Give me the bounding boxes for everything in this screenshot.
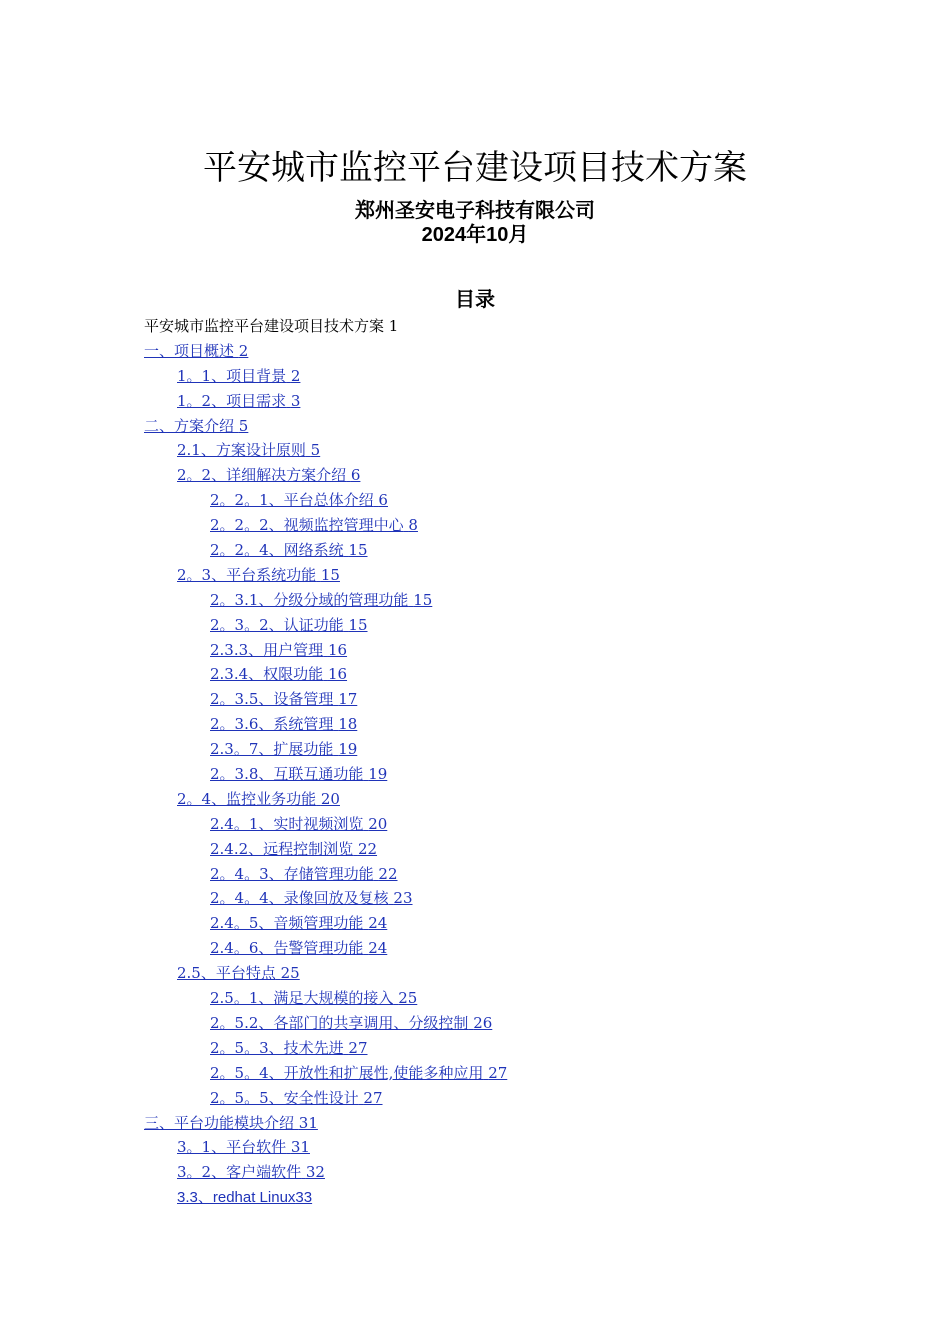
toc-entry-page-number: 24: [368, 914, 388, 933]
toc-entry-page-number: 20: [320, 789, 340, 808]
table-of-contents: [0, 314, 950, 1210]
toc-entry-title: 2。2。2、视频监控管理中心: [210, 516, 404, 535]
toc-entry-page-number: 23: [393, 889, 413, 908]
toc-entry-title: 2。2、详细解决方案介绍: [177, 466, 347, 485]
toc-entry-page-number: 1: [388, 317, 399, 335]
toc-entry-page-number: 15: [348, 541, 368, 560]
toc-link[interactable]: [0, 438, 950, 463]
toc-link[interactable]: [0, 588, 950, 613]
toc-entry-title: 2。3.8、互联互通功能: [210, 765, 364, 784]
toc-entry-page-number: 16: [327, 640, 348, 659]
toc-link[interactable]: [0, 961, 950, 986]
toc-link[interactable]: [0, 687, 950, 712]
toc-entry-title: 2.4。5、音频管理功能: [210, 914, 364, 933]
toc-link[interactable]: [0, 538, 950, 563]
toc-entry-title: 2.4。6、告警管理功能: [210, 939, 364, 958]
toc-entry-page-number: 5: [310, 441, 321, 460]
toc-entry-page-number: 18: [338, 715, 358, 734]
toc-entry-title: 2.3.3、用户管理: [210, 640, 324, 659]
toc-link[interactable]: [0, 1111, 950, 1136]
toc-entry-title: 2。5。5、安全性设计: [210, 1088, 359, 1107]
toc-entry-title: 2.4.2、远程控制浏览: [210, 839, 354, 858]
toc-item: [0, 314, 950, 339]
toc-link[interactable]: [0, 1011, 950, 1036]
toc-link[interactable]: [0, 762, 950, 787]
toc-entry-page-number: 22: [378, 864, 398, 883]
toc-entry-title: 三、平台功能模块介绍: [144, 1113, 295, 1132]
toc-entry-page-number: 31: [290, 1138, 310, 1157]
toc-entry-page-number: 5: [238, 416, 249, 435]
toc-entry-page-number: 25: [280, 964, 300, 983]
toc-link[interactable]: [0, 787, 950, 812]
toc-link[interactable]: [0, 1160, 950, 1185]
toc-entry-title: 2。4、监控业务功能: [177, 789, 317, 808]
toc-entry-page-number: 26: [473, 1013, 493, 1032]
toc-link[interactable]: [0, 837, 950, 862]
toc-link[interactable]: [0, 1086, 950, 1111]
toc-entry-page-number: 3: [290, 391, 301, 410]
toc-entry-title: 2.3。7、扩展功能: [210, 740, 334, 759]
toc-link[interactable]: [0, 1036, 950, 1061]
toc-entry-page-number: 15: [413, 590, 433, 609]
toc-link[interactable]: [0, 339, 950, 364]
toc-entry-title: 2.3.4、权限功能: [210, 665, 324, 684]
toc-entry-page-number: 8: [408, 516, 418, 535]
toc-entry-title: 2。3.1、分级分域的管理功能: [210, 590, 409, 609]
toc-entry-page-number: 6: [350, 466, 361, 485]
toc-entry-page-number: 16: [327, 665, 348, 684]
toc-entry-page-number: 24: [368, 939, 388, 958]
toc-link[interactable]: [0, 1185, 950, 1210]
toc-entry-page-number: 15: [348, 615, 368, 634]
toc-entry-title: 3。2、客户端软件: [177, 1163, 302, 1182]
toc-entry-title: 1。1、项目背景: [177, 366, 287, 385]
toc-entry-page-number: 20: [368, 814, 388, 833]
toc-entry-title: 平安城市监控平台建设项目技术方案: [144, 317, 385, 335]
toc-entry-title: 2。2。4、网络系统: [210, 541, 344, 560]
toc-entry-page-number: 19: [338, 740, 358, 759]
toc-entry-title: 2。5。4、开放性和扩展性,使能多种应用: [210, 1063, 484, 1082]
toc-entry-title: 2。4。3、存储管理功能: [210, 864, 374, 883]
toc-entry-title: 一、项目概述: [144, 341, 235, 360]
toc-entry-title: 3.3、redhat Linux: [177, 1189, 296, 1207]
toc-entry-title: 2.1、方案设计原则: [177, 441, 306, 460]
toc-link[interactable]: [0, 513, 950, 538]
toc-link[interactable]: [0, 364, 950, 389]
toc-heading: 目录: [455, 287, 495, 311]
toc-entry-title: 2。5。3、技术先进: [210, 1038, 344, 1057]
toc-entry-page-number: 31: [298, 1113, 318, 1132]
toc-link[interactable]: [0, 1061, 950, 1086]
toc-entry-title: 2。4。4、录像回放及复核: [210, 889, 389, 908]
toc-entry-page-number: 25: [398, 989, 418, 1008]
toc-entry-page-number: 2: [238, 341, 249, 360]
toc-link[interactable]: [0, 613, 950, 638]
toc-entry-title: 2。3.5、设备管理: [210, 690, 334, 709]
toc-entry-page-number: 27: [348, 1038, 368, 1057]
toc-link[interactable]: [0, 812, 950, 837]
document-title: 平安城市监控平台建设项目技术方案: [203, 148, 747, 188]
document-date: 2024年10月: [421, 224, 529, 246]
toc-link[interactable]: [0, 638, 950, 663]
toc-entry-title: 2。5.2、各部门的共享调用、分级控制: [210, 1013, 469, 1032]
toc-entry-page-number: 15: [320, 565, 340, 584]
toc-link[interactable]: [0, 563, 950, 588]
toc-entry-page-number: 22: [357, 839, 378, 858]
toc-entry-title: 1。2、项目需求: [177, 391, 287, 410]
company-name: 郑州圣安电子科技有限公司: [355, 198, 595, 222]
toc-entry-title: 2.5、平台特点: [177, 964, 276, 983]
toc-entry-title: 2。2。1、平台总体介绍: [210, 491, 374, 510]
toc-entry-page-number: 17: [338, 690, 358, 709]
toc-entry-page-number: 27: [363, 1088, 383, 1107]
toc-link[interactable]: [0, 662, 950, 687]
toc-entry-page-number: 27: [488, 1063, 508, 1082]
toc-link[interactable]: [0, 712, 950, 737]
toc-link[interactable]: [0, 936, 950, 961]
toc-link[interactable]: [0, 986, 950, 1011]
toc-entry-title: 2。3。2、认证功能: [210, 615, 344, 634]
toc-link[interactable]: [0, 862, 950, 887]
toc-entry-title: 2.5。1、满足大规模的接入: [210, 989, 394, 1008]
toc-link[interactable]: [0, 911, 950, 936]
toc-link[interactable]: [0, 1135, 950, 1160]
toc-entry-title: 2。3、平台系统功能: [177, 565, 317, 584]
toc-entry-title: 二、方案介绍: [144, 416, 235, 435]
toc-link[interactable]: [0, 463, 950, 488]
toc-entry-page-number: 6: [378, 491, 388, 510]
toc-link[interactable]: [0, 488, 950, 513]
toc-link[interactable]: [0, 737, 950, 762]
toc-link[interactable]: [0, 414, 950, 439]
toc-entry-page-number: 19: [368, 765, 388, 784]
toc-entry-page-number: 32: [305, 1163, 325, 1182]
toc-entry-page-number: 2: [290, 366, 301, 385]
toc-link[interactable]: [0, 389, 950, 414]
toc-link[interactable]: [0, 886, 950, 911]
toc-entry-title: 2。3.6、系统管理: [210, 715, 334, 734]
toc-entry-page-number: 33: [295, 1189, 313, 1207]
toc-entry-title: 2.4。1、实时视频浏览: [210, 814, 364, 833]
toc-entry-title: 3。1、平台软件: [177, 1138, 287, 1157]
